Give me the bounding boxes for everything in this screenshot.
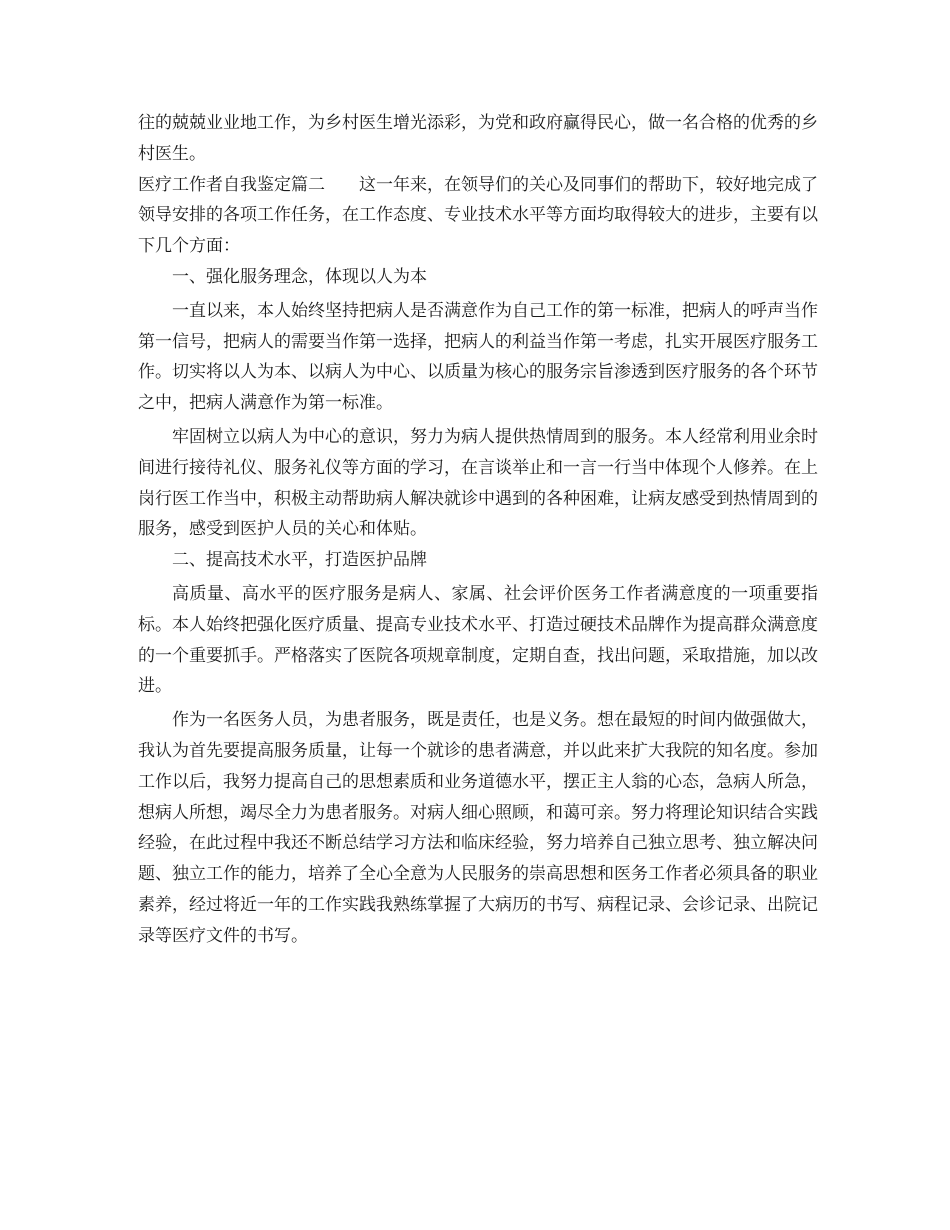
document-page <box>138 108 818 952</box>
subheading-tech-level: 二、提高技术水平，打造医护品牌 <box>172 550 427 571</box>
paragraph-patient-first: 一直以来，本人始终坚持把病人是否满意作为自己工作的第一标准，把病人的呼声当作第一信号，把病人的需要当作第一选择，把病人的利益当作第一考虑，扎实开展医疗服务工作。切实将以人为本、以病人为中心、以质量为核心的服务宗旨渗透到医疗服务的各个环节之中，把病人满意作为第一标准。 <box>138 300 818 414</box>
paragraph-quality-service: 高质量、高水平的医疗服务是病人、家属、社会评价医务工作者满意度的一项重要指标。本人始终把强化医疗质量、提高专业技术水平、打造过硬技术品牌作为提高群众满意度的一个重要抓手。严格落实了医院各项规章制度，定期自查，找出问题，采取措施，加以改进。 <box>138 583 818 697</box>
paragraph-medical-staff: 作为一名医务人员，为患者服务，既是责任，也是义务。想在最短的时间内做强做大，我认为首先要提高服务质量，让每一个就诊的患者满意，并以此来扩大我院的知名度。参加工作以后，我努力提高自己的思想素质和业务道德水平，摆正主人翁的心态，急病人所急，想病人所想，竭尽全力为患者服务。对病人细心照顾，和蔼可亲。努力将理论知识结合实践经验，在此过程中我还不断总结学习方法和临床经验，努力培养自己独立思考、独立解决问题、独立工作的能力，培养了全心全意为人民服务的崇高思想和医务工作者必须具备的职业素养，经过将近一年的工作实践我熟练掌握了大病历的书写、病程记录、会诊记录、出院记录等医疗文件的书写。 <box>138 710 818 946</box>
paragraph-warm-service: 牢固树立以病人为中心的意识，努力为病人提供热情周到的服务。本人经常利用业余时间进行接待礼仪、服务礼仪等方面的学习，在言谈举止和一言一行当中体现个人修养。在上岗行医工作当中，积极主动帮助病人解决就诊中遇到的各种困难，让病友感受到热情周到的服务，感受到医护人员的关心和体贴。 <box>138 426 818 540</box>
section-heading-part-two: 医疗工作者自我鉴定篇二 这一年来，在领导们的关心及同事们的帮助下，较好地完成了领导安排的各项工作任务，在工作态度、专业技术水平等方面均取得较大的进步，主要有以下几个方面： <box>138 174 818 257</box>
paragraph-continuation: 往的兢兢业业地工作，为乡村医生增光添彩，为党和政府赢得民心，做一名合格的优秀的乡村医生。 <box>138 113 818 164</box>
subheading-service-concept: 一、强化服务理念，体现以人为本 <box>172 266 427 287</box>
